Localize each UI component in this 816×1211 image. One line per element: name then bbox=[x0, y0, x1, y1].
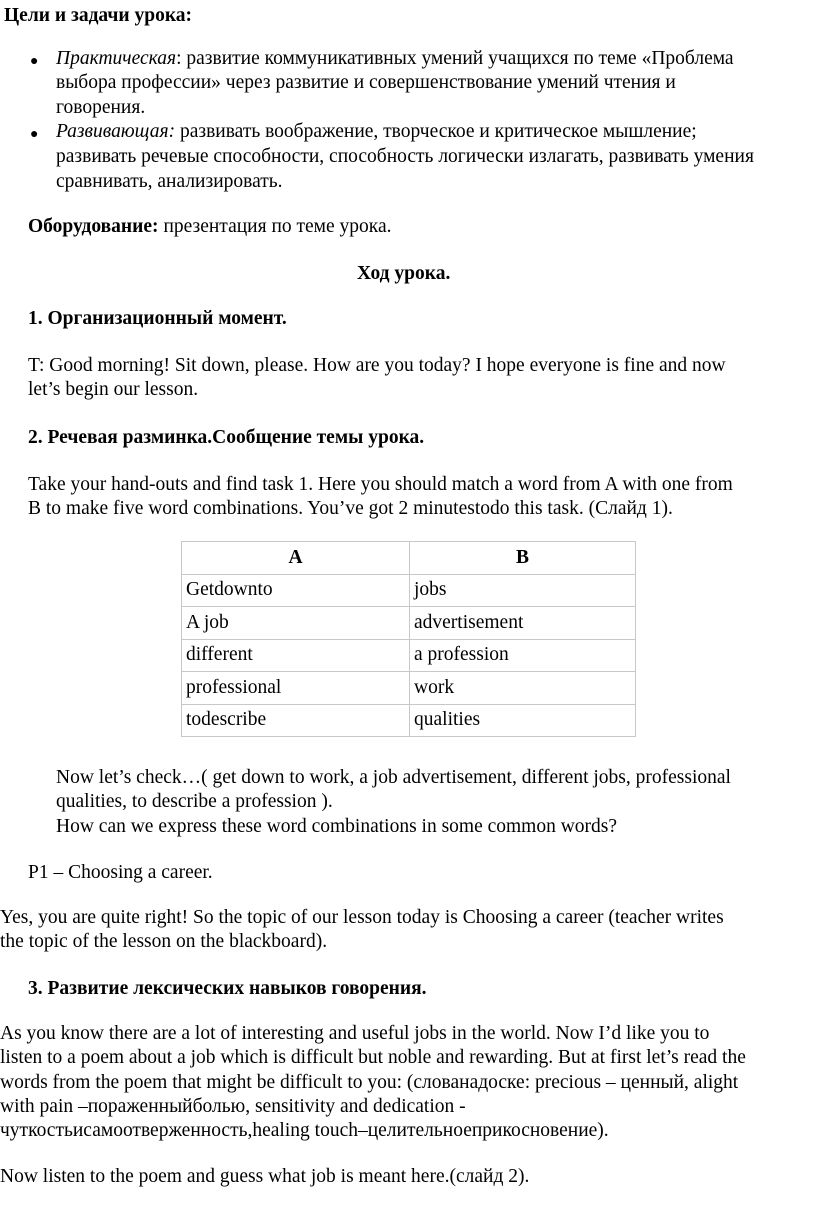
answer-text: P1 – Choosing a career. bbox=[28, 862, 213, 883]
section-3-text: чуткостьисамоотверженность,healing touch–целительноеприкосновение). bbox=[0, 1120, 609, 1141]
table-header-b: B bbox=[410, 542, 636, 575]
goal-line bbox=[56, 120, 697, 145]
topic-text: the topic of the lesson on the blackboard). bbox=[0, 931, 328, 952]
section-2-text: Take your hand-outs and find task 1. Here you should match a word from A with one from bbox=[28, 474, 733, 495]
section-3-text: words from the poem that might be difficult to you: (слованадоске: precious – ценный, alight bbox=[0, 1072, 739, 1093]
goal-label: Практическая bbox=[56, 48, 177, 69]
table-row bbox=[182, 704, 636, 737]
section-1-heading: 1. Организационный момент. bbox=[28, 308, 287, 329]
table-cell: qualities bbox=[410, 704, 636, 737]
goal-text: : развитие коммуникативных умений учащихся по теме «Проблема bbox=[176, 48, 734, 69]
matching-table bbox=[181, 541, 636, 737]
section-2-text: B to make five word combinations. You’ve got 2 minutestodo this task. (Слайд 1). bbox=[28, 498, 673, 519]
check-text: How can we express these word combinations in some common words? bbox=[56, 816, 618, 837]
goal-line: выбора профессии» через развитие и совершенствование умений чтения и bbox=[56, 72, 676, 93]
section-3-text: As you know there are a lot of interesting and useful jobs in the world. Now I’d like you to bbox=[0, 1023, 710, 1044]
table-cell: jobs bbox=[410, 574, 636, 607]
bullet-icon: ● bbox=[30, 54, 39, 69]
table-cell: different bbox=[182, 639, 410, 672]
table-cell: professional bbox=[182, 672, 410, 705]
table-cell: advertisement bbox=[410, 607, 636, 640]
table-cell: work bbox=[410, 672, 636, 705]
table-header-row bbox=[182, 542, 636, 575]
goal-line: говорения. bbox=[56, 97, 146, 118]
lesson-title: Ход урока. bbox=[357, 263, 451, 284]
goal-line: сравнивать, анализировать. bbox=[56, 171, 283, 192]
section-1-text: let’s begin our lesson. bbox=[28, 379, 199, 400]
table-row bbox=[182, 639, 636, 672]
table-header-a: A bbox=[182, 542, 410, 575]
table-cell: Getdownto bbox=[182, 574, 410, 607]
section-2-heading: 2. Речевая разминка.Сообщение темы урока. bbox=[28, 427, 425, 448]
equipment-line bbox=[28, 215, 392, 240]
bullet-icon: ● bbox=[30, 127, 39, 142]
table-cell: todescribe bbox=[182, 704, 410, 737]
section-3-final-text: Now listen to the poem and guess what job is meant here.(слайд 2). bbox=[0, 1166, 530, 1187]
check-text: qualities, to describe a profession ). bbox=[56, 791, 333, 812]
goal-line bbox=[56, 47, 734, 72]
goal-line: развивать речевые способности, способность логически излагать, развивать умения bbox=[56, 146, 754, 167]
table-cell: A job bbox=[182, 607, 410, 640]
section-3-heading: 3. Развитие лексических навыков говорения. bbox=[28, 978, 427, 999]
equipment-label: Оборудование: bbox=[28, 216, 159, 237]
equipment-text: презентация по теме урока. bbox=[158, 216, 392, 237]
goal-label: Развивающая: bbox=[56, 121, 176, 142]
topic-text: Yes, you are quite right! So the topic of our lesson today is Choosing a career (teacher writes bbox=[0, 907, 724, 928]
goal-text: развивать воображение, творческое и критическое мышление; bbox=[175, 121, 697, 142]
table-row bbox=[182, 607, 636, 640]
table-row bbox=[182, 672, 636, 705]
section-3-text: with pain –пораженныйболью, sensitivity and dedication - bbox=[0, 1096, 466, 1117]
section-3-text: listen to a poem about a job which is difficult but noble and rewarding. But at first let’s read the bbox=[0, 1047, 746, 1068]
section-1-text: T: Good morning! Sit down, please. How are you today? I hope everyone is fine and now bbox=[28, 355, 726, 376]
check-text: Now let’s check…( get down to work, a job advertisement, different jobs, professional bbox=[56, 767, 731, 788]
goals-heading: Цели и задачи урока: bbox=[4, 5, 193, 26]
table-cell: a profession bbox=[410, 639, 636, 672]
table-row bbox=[182, 574, 636, 607]
